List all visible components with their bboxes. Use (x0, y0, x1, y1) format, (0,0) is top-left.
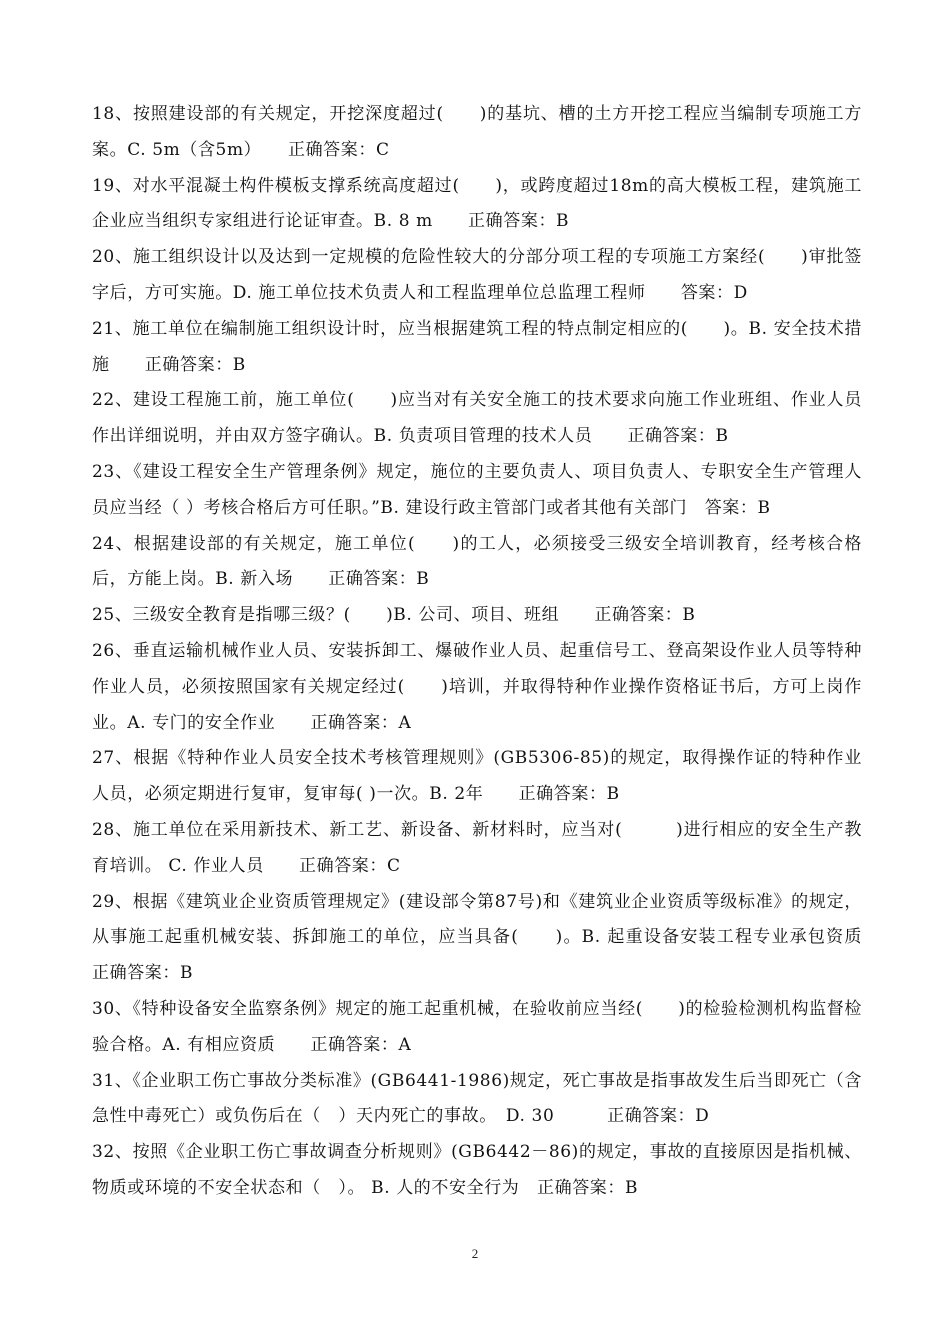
question-19: 19、对水平混凝土构件模板支撑系统高度超过( )，或跨度超过18m的高大模板工程，建筑施工企业应当组织专家组进行论证审查。B. 8 m 正确答案：B (92, 175, 862, 232)
question-28: 28、施工单位在采用新技术、新工艺、新设备、新材料时，应当对( )进行相应的安全生产教育培训。 C. 作业人员 正确答案：C (92, 819, 862, 876)
question-31: 31、《企业职工伤亡事故分类标准》(GB6441-1986)规定，死亡事故是指事故发生后当即死亡（含急性中毒死亡）或负伤后在（ ）天内死亡的事故。 D. 30 正确答案：D (92, 1070, 862, 1127)
question-list (92, 97, 898, 1207)
question-21: 21、施工单位在编制施工组织设计时，应当根据建筑工程的特点制定相应的( )。B. 安全技术措施 正确答案：B (92, 318, 862, 375)
question-30: 30、《特种设备安全监察条例》规定的施工起重机械，在验收前应当经( )的检验检测机构监督检验合格。A. 有相应资质 正确答案：A (92, 998, 862, 1055)
question-22: 22、建设工程施工前，施工单位( )应当对有关安全施工的技术要求向施工作业班组、作业人员作出详细说明，并由双方签字确认。B. 负责项目管理的技术人员 正确答案：B (92, 390, 862, 447)
question-26: 26、垂直运输机械作业人员、安装拆卸工、爆破作业人员、起重信号工、登高架设作业人员等特种作业人员，必须按照国家有关规定经过( )培训，并取得特种作业操作资格证书后，方可上岗作业。A. 专门的安全作业 正确答案：A (92, 640, 862, 733)
question-20: 20、施工组织设计以及达到一定规模的危险性较大的分部分项工程的专项施工方案经( )审批签字后，方可实施。D. 施工单位技术负责人和工程监理单位总监理工程师 答案：D (92, 247, 862, 303)
page-number: 2 (471, 1246, 479, 1261)
question-24: 24、根据建设部的有关规定，施工单位( )的工人，必须接受三级安全培训教育，经考核合格后，方能上岗。B. 新入场 正确答案：B (92, 533, 862, 590)
question-18: 18、按照建设部的有关规定，开挖深度超过( )的基坑、槽的土方开挖工程应当编制专项施工方案。C. 5m（含5m） 正确答案：C (92, 104, 862, 160)
question-25: 25、三级安全教育是指哪三级？( )B. 公司、项目、班组 正确答案：B (92, 605, 696, 626)
question-32: 32、按照《企业职工伤亡事故调查分析规则》(GB6442－86)的规定，事故的直接原因是指机械、物质或环境的不安全状态和（ ）。 B. 人的不安全行为 正确答案：B (92, 1142, 862, 1198)
question-23: 23、《建设工程安全生产管理条例》规定，施位的主要负责人、项目负责人、专职安全生产管理人员应当经（ ）考核合格后方可任职。”B. 建设行政主管部门或者其他有关部门 答案：B (92, 461, 862, 518)
question-27: 27、根据《特种作业人员安全技术考核管理规则》(GB5306-85)的规定，取得操作证的特种作业人员，必须定期进行复审，复审每( )一次。B. 2年 正确答案：B (92, 748, 862, 805)
question-29: 29、根据《建筑业企业资质管理规定》(建设部令第87号)和《建筑业企业资质等级标准》的规定，从事施工起重机械安装、拆卸施工的单位，应当具备( )。B. 起重设备安装工程专业承包资质 正确答案：B (92, 891, 898, 984)
